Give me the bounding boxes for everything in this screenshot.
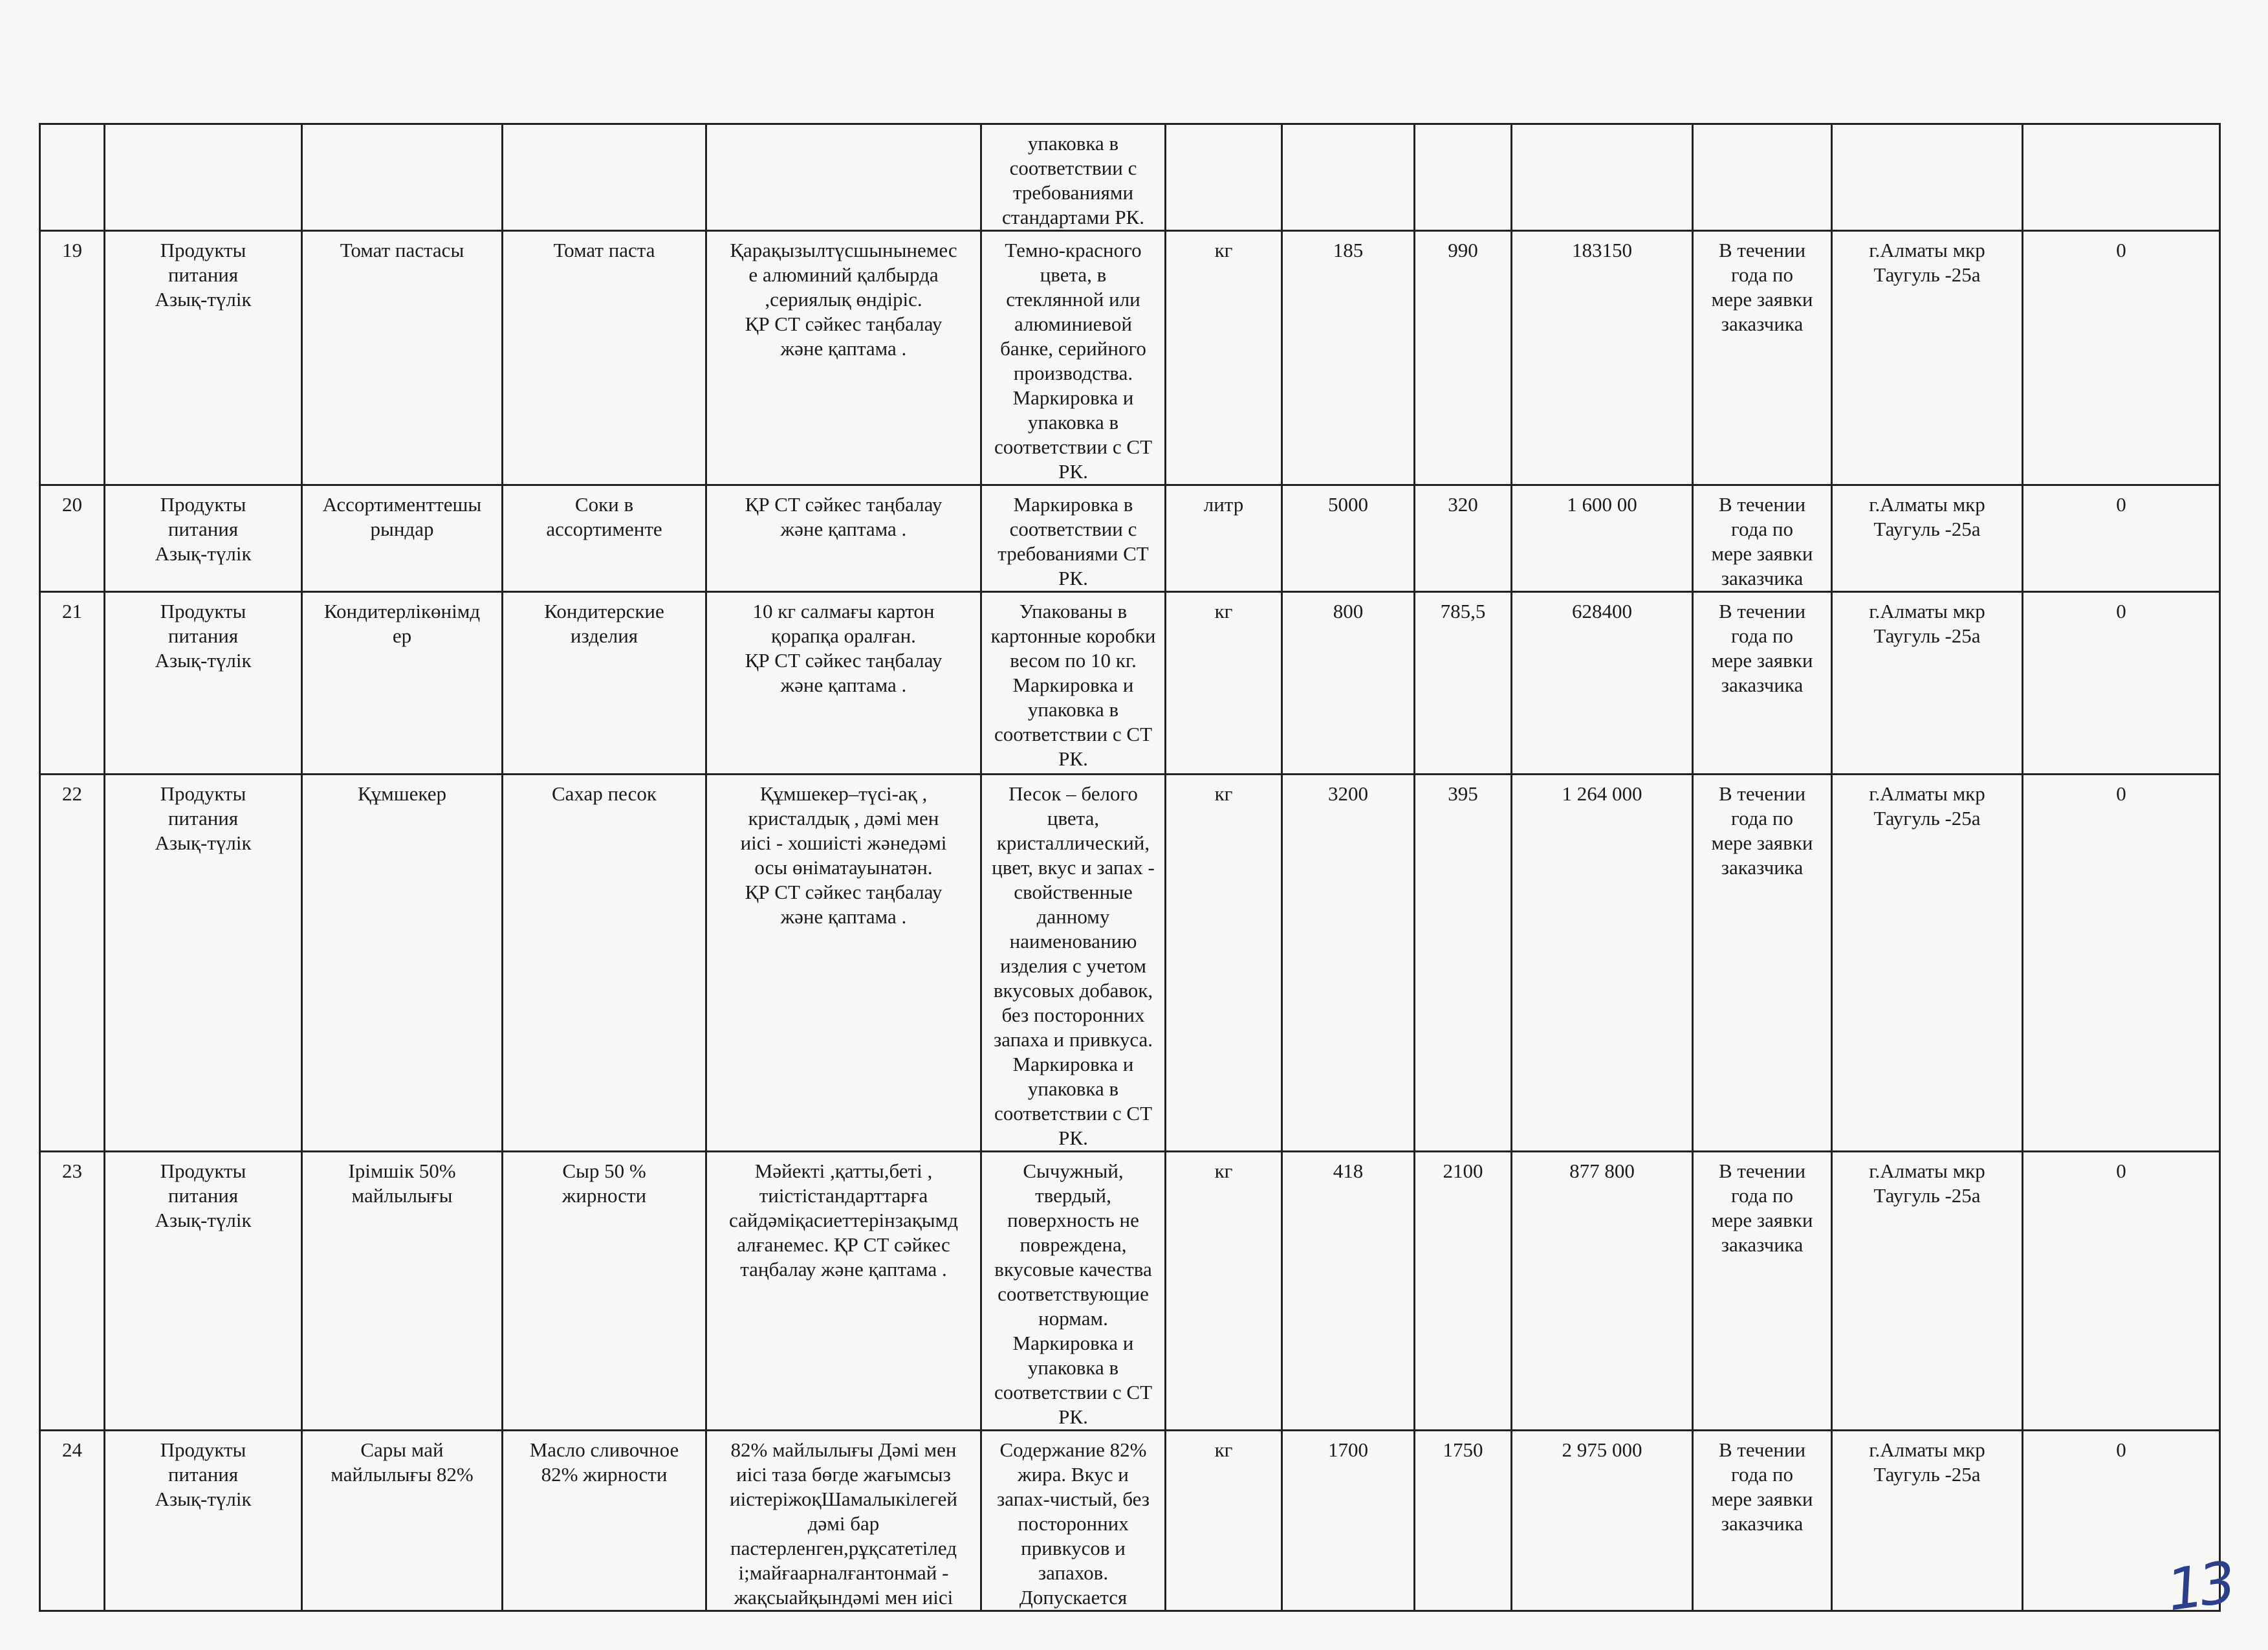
cell-name-ru-line: Сыр 50 % — [562, 1160, 646, 1182]
cell-name-kz-line: Томат пастасы — [340, 239, 464, 261]
cell-desc-ru-line: твердый, — [1035, 1184, 1111, 1207]
cell-advance: 0 — [2023, 1431, 2220, 1611]
cell-term-line: заказчика — [1721, 313, 1804, 335]
cell-desc-kz — [706, 775, 981, 1152]
cell-desc-kz — [706, 1431, 981, 1611]
cell-category — [105, 485, 302, 592]
cell-category-line: Азық-түлік — [155, 542, 252, 565]
cell-category-line: питания — [168, 1184, 239, 1207]
cell-name-ru-line: 82% жирности — [541, 1463, 668, 1486]
cell-desc-ru-line: упаковка в — [1027, 1356, 1119, 1379]
cell-desc-ru-line: запахов. — [1038, 1561, 1109, 1584]
cell-name-ru — [503, 1431, 706, 1611]
cell-desc-kz-line: ҚР СТ сәйкес таңбалау — [745, 881, 943, 903]
cell-unit: кг — [1166, 231, 1282, 485]
cell-advance — [2023, 124, 2220, 231]
cell-category-line: Азық-түлік — [155, 1209, 252, 1231]
cell-category — [105, 1431, 302, 1611]
cell-qty: 1700 — [1282, 1431, 1415, 1611]
cell-desc-ru-line: РК. — [1058, 747, 1088, 770]
cell-desc-kz-line: иісі - хошиісті жәнедәмі — [740, 831, 947, 854]
cell-category-line: Азық-түлік — [155, 288, 252, 311]
cell-qty: 800 — [1282, 592, 1415, 775]
cell-desc-ru — [981, 1431, 1166, 1611]
cell-name-ru-line: ассортименте — [546, 518, 662, 540]
cell-place — [1832, 775, 2023, 1152]
cell-desc-ru-line: соответствии с СТ — [994, 435, 1153, 458]
cell-term-line: В течении — [1718, 1438, 1806, 1461]
table-row — [40, 1431, 2220, 1611]
cell-place-line: г.Алматы мкр — [1869, 600, 1985, 622]
cell-desc-kz-line: ҚР СТ сәйкес таңбалау — [745, 313, 943, 335]
cell-desc-ru-line: стандартами РК. — [1002, 206, 1144, 228]
cell-term — [1693, 231, 1832, 485]
cell-term-line: заказчика — [1721, 1512, 1804, 1535]
cell-desc-ru-line: повреждена, — [1020, 1233, 1127, 1256]
cell-desc-ru-line: соответствии с СТ — [994, 723, 1153, 745]
cell-name-ru-line: Масло сливочное — [529, 1438, 679, 1461]
cell-advance: 0 — [2023, 1152, 2220, 1431]
cell-name-ru-line: Томат паста — [553, 239, 655, 261]
cell-desc-ru-line: цвета, — [1047, 807, 1100, 830]
cell-category-line: Продукты — [160, 493, 246, 516]
procurement-table — [39, 123, 2221, 1612]
cell-name-ru-line: Сахар песок — [552, 782, 657, 805]
cell-desc-ru-line: свойственные — [1014, 881, 1133, 903]
cell-category-line: Азық-түлік — [155, 831, 252, 854]
cell-desc-ru-line: соответствии с — [1009, 157, 1137, 179]
cell-desc-ru — [981, 124, 1166, 231]
table-row — [40, 231, 2220, 485]
cell-desc-ru-line: наименованию — [1009, 930, 1137, 952]
cell-unit: литр — [1166, 485, 1282, 592]
cell-desc-kz — [706, 231, 981, 485]
cell-desc-ru-line: запах-чистый, без — [997, 1488, 1150, 1510]
cell-name-ru — [503, 231, 706, 485]
cell-desc-ru-line: без посторонних — [1001, 1004, 1145, 1026]
cell-term-line: года по — [1731, 1463, 1793, 1486]
cell-category-line: Продукты — [160, 782, 246, 805]
cell-place-line: Таугуль -25а — [1873, 263, 1981, 286]
cell-desc-ru-line: упаковка в — [1027, 132, 1119, 155]
cell-place-line: г.Алматы мкр — [1869, 782, 1985, 805]
cell-desc-ru-line: упаковка в — [1027, 1077, 1119, 1100]
cell-term-line: заказчика — [1721, 1233, 1804, 1256]
cell-desc-kz — [706, 124, 981, 231]
cell-desc-kz-line: және қаптама . — [780, 905, 907, 928]
cell-price: 785,5 — [1415, 592, 1512, 775]
cell-name-kz-line: Сары май — [360, 1438, 444, 1461]
cell-advance: 0 — [2023, 592, 2220, 775]
cell-name-kz-line: майлылығы — [351, 1184, 453, 1207]
cell-desc-ru-line: соответствии с — [1009, 518, 1137, 540]
cell-qty: 5000 — [1282, 485, 1415, 592]
cell-term-line: мере заявки — [1711, 649, 1813, 672]
cell-name-ru — [503, 1152, 706, 1431]
cell-qty: 3200 — [1282, 775, 1415, 1152]
cell-category-line: питания — [168, 807, 239, 830]
cell-desc-ru-line: алюминиевой — [1014, 313, 1132, 335]
cell-desc-kz-line: осы өніматауынатән. — [754, 856, 933, 879]
cell-name-kz-line: Ірімшік 50% — [348, 1160, 456, 1182]
cell-desc-kz — [706, 485, 981, 592]
cell-place-line: Таугуль -25а — [1873, 518, 1981, 540]
cell-desc-ru-line: требованиями СТ — [998, 542, 1149, 565]
cell-name-kz-line: рындар — [370, 518, 434, 540]
cell-num: 23 — [40, 1152, 105, 1431]
cell-desc-ru-line: Сычужный, — [1023, 1160, 1124, 1182]
cell-desc-ru-line: упаковка в — [1027, 698, 1119, 721]
cell-price: 2100 — [1415, 1152, 1512, 1431]
cell-name-ru — [503, 485, 706, 592]
cell-desc-ru-line: соответствующие — [998, 1282, 1149, 1305]
cell-desc-ru-line: Содержание 82% — [999, 1438, 1147, 1461]
cell-price: 395 — [1415, 775, 1512, 1152]
cell-unit — [1166, 124, 1282, 231]
cell-name-ru — [503, 592, 706, 775]
cell-sum: 2 975 000 — [1512, 1431, 1693, 1611]
cell-term-line: мере заявки — [1711, 1488, 1813, 1510]
cell-category-line: питания — [168, 624, 239, 647]
cell-desc-ru-line: Маркировка и — [1012, 1332, 1134, 1354]
cell-desc-ru-line: РК. — [1058, 1127, 1088, 1149]
cell-place — [1832, 1431, 2023, 1611]
handwritten-page-number: 13 — [2163, 1548, 2236, 1624]
cell-term-line: года по — [1731, 1184, 1793, 1207]
cell-desc-ru — [981, 592, 1166, 775]
cell-unit: кг — [1166, 775, 1282, 1152]
cell-desc-kz-line: тиістістандарттарға — [759, 1184, 928, 1207]
cell-desc-ru-line: упаковка в — [1027, 411, 1119, 434]
cell-desc-kz — [706, 1152, 981, 1431]
cell-place-line: Таугуль -25а — [1873, 1184, 1981, 1207]
cell-category-line: Продукты — [160, 1438, 246, 1461]
cell-category-line: питания — [168, 1463, 239, 1486]
cell-term-line: заказчика — [1721, 674, 1804, 696]
cell-name-kz — [302, 485, 503, 592]
cell-term-line: заказчика — [1721, 567, 1804, 589]
cell-desc-kz-line: жақсыайқындәмі мен иісі — [734, 1586, 954, 1609]
cell-desc-kz-line: иісі таза бөгде жағымсыз — [736, 1463, 951, 1486]
cell-desc-kz-line: ҚР СТ сәйкес таңбалау — [745, 493, 943, 516]
cell-category-line: Азық-түлік — [155, 1488, 252, 1510]
cell-desc-ru-line: данному — [1036, 905, 1110, 928]
cell-desc-ru-line: РК. — [1058, 567, 1088, 589]
cell-desc-kz-line: е алюминий қалбырда — [748, 263, 939, 286]
cell-advance: 0 — [2023, 231, 2220, 485]
cell-name-kz-line: Кондитерлікөнімд — [323, 600, 481, 622]
cell-desc-ru-line: Темно-красного — [1005, 239, 1142, 261]
cell-desc-kz-line: және қаптама . — [780, 337, 907, 360]
cell-category — [105, 1152, 302, 1431]
cell-term — [1693, 592, 1832, 775]
cell-advance: 0 — [2023, 775, 2220, 1152]
cell-term-line: года по — [1731, 518, 1793, 540]
cell-desc-ru-line: Допускается — [1019, 1586, 1128, 1609]
cell-price: 990 — [1415, 231, 1512, 485]
cell-term-line: мере заявки — [1711, 288, 1813, 311]
cell-desc-ru-line: соответствии с СТ — [994, 1381, 1153, 1403]
cell-category — [105, 124, 302, 231]
cell-desc-kz-line: пастерленген,рұқсатетілед — [730, 1537, 957, 1559]
cell-term-line: В течении — [1718, 493, 1806, 516]
cell-sum: 877 800 — [1512, 1152, 1693, 1431]
cell-desc-ru-line: соответствии с СТ — [994, 1102, 1153, 1125]
cell-desc-kz-line: дәмі бар — [807, 1512, 880, 1535]
cell-desc-ru-line: Маркировка и — [1012, 386, 1134, 409]
cell-desc-ru — [981, 1152, 1166, 1431]
cell-desc-ru — [981, 231, 1166, 485]
cell-num — [40, 124, 105, 231]
cell-place — [1832, 231, 2023, 485]
cell-place — [1832, 485, 2023, 592]
cell-term-line: мере заявки — [1711, 1209, 1813, 1231]
cell-name-ru-line: изделия — [570, 624, 638, 647]
table-row-continuation — [40, 124, 2220, 231]
cell-category — [105, 231, 302, 485]
cell-desc-ru-line: производства. — [1013, 362, 1133, 384]
cell-desc-ru-line: цвета, в — [1040, 263, 1107, 286]
cell-term-line: мере заявки — [1711, 542, 1813, 565]
cell-unit: кг — [1166, 1431, 1282, 1611]
cell-category — [105, 775, 302, 1152]
cell-term-line: года по — [1731, 807, 1793, 830]
cell-name-kz — [302, 124, 503, 231]
cell-category-line: Продукты — [160, 1160, 246, 1182]
cell-desc-ru-line: изделия с учетом — [1000, 954, 1146, 977]
cell-place-line: г.Алматы мкр — [1869, 1160, 1985, 1182]
cell-desc-ru-line: поверхность не — [1007, 1209, 1139, 1231]
cell-desc-kz-line: таңбалау және қаптама . — [740, 1258, 947, 1281]
cell-desc-kz-line: Мәйекті ,қатты,беті , — [754, 1160, 933, 1182]
cell-place-line: г.Алматы мкр — [1869, 239, 1985, 261]
cell-name-ru-line: Кондитерские — [544, 600, 664, 622]
cell-desc-ru-line: цвет, вкус и запах - — [992, 856, 1155, 879]
cell-place-line: Таугуль -25а — [1873, 1463, 1981, 1486]
cell-price — [1415, 124, 1512, 231]
cell-desc-ru-line: кристаллический, — [996, 831, 1150, 854]
cell-name-kz — [302, 775, 503, 1152]
cell-num: 20 — [40, 485, 105, 592]
cell-desc-kz-line: 82% майлылығы Дәмі мен — [730, 1438, 957, 1461]
cell-desc-ru-line: нормам. — [1038, 1307, 1108, 1330]
cell-desc-ru-line: привкусов и — [1021, 1537, 1126, 1559]
cell-desc-ru-line: стеклянной или — [1006, 288, 1140, 311]
cell-desc-kz-line: қорапқа оралған. — [771, 624, 916, 647]
cell-name-ru-line: Соки в — [574, 493, 634, 516]
table-row — [40, 592, 2220, 775]
cell-term-line: года по — [1731, 624, 1793, 647]
cell-place-line: г.Алматы мкр — [1869, 493, 1985, 516]
cell-place — [1832, 124, 2023, 231]
table-row — [40, 775, 2220, 1152]
cell-unit: кг — [1166, 1152, 1282, 1431]
cell-sum — [1512, 124, 1693, 231]
cell-term-line: В течении — [1718, 239, 1806, 261]
cell-sum: 1 264 000 — [1512, 775, 1693, 1152]
cell-desc-ru-line: вкусовых добавок, — [993, 979, 1153, 1002]
cell-unit: кг — [1166, 592, 1282, 775]
cell-category-line: питания — [168, 263, 239, 286]
cell-desc-ru — [981, 775, 1166, 1152]
cell-category-line: питания — [168, 518, 239, 540]
cell-desc-kz-line: ҚР СТ сәйкес таңбалау — [745, 649, 943, 672]
cell-place-line: Таугуль -25а — [1873, 624, 1981, 647]
cell-desc-kz-line: және қаптама . — [780, 518, 907, 540]
cell-desc-ru-line: посторонних — [1018, 1512, 1129, 1535]
cell-name-ru — [503, 775, 706, 1152]
cell-term — [1693, 485, 1832, 592]
cell-name-kz-line: Құмшекер — [358, 782, 446, 805]
cell-desc-kz-line: және қаптама . — [780, 674, 907, 696]
cell-desc-kz-line: Құмшекер–түсі-ақ , — [759, 782, 928, 805]
cell-desc-kz-line: і;майғаарналғантонмай - — [738, 1561, 949, 1584]
cell-qty — [1282, 124, 1415, 231]
cell-desc-ru-line: требованиями — [1012, 181, 1134, 204]
cell-name-ru-line: жирности — [562, 1184, 647, 1207]
cell-num: 22 — [40, 775, 105, 1152]
cell-desc-ru-line: РК. — [1058, 1405, 1088, 1428]
cell-desc-kz-line: кристалдық , дәмі мен — [748, 807, 939, 830]
cell-term-line: В течении — [1718, 1160, 1806, 1182]
cell-name-kz-line: ер — [392, 624, 412, 647]
cell-desc-ru-line: Песок – белого — [1009, 782, 1138, 805]
cell-price: 1750 — [1415, 1431, 1512, 1611]
cell-desc-ru-line: жира. Вкус и — [1018, 1463, 1129, 1486]
cell-desc-kz-line: иістеріжоқШамалыкілегей — [730, 1488, 957, 1510]
cell-term-line: заказчика — [1721, 856, 1804, 879]
cell-num: 24 — [40, 1431, 105, 1611]
cell-term-line: В течении — [1718, 782, 1806, 805]
cell-sum: 628400 — [1512, 592, 1693, 775]
cell-desc-kz — [706, 592, 981, 775]
cell-term — [1693, 124, 1832, 231]
cell-category-line: Азық-түлік — [155, 649, 252, 672]
cell-term — [1693, 1152, 1832, 1431]
cell-num: 21 — [40, 592, 105, 775]
cell-name-kz-line: Ассортименттешы — [322, 493, 482, 516]
cell-desc-kz-line: алғанемес. ҚР СТ сәйкес — [737, 1233, 950, 1256]
cell-qty: 418 — [1282, 1152, 1415, 1431]
cell-term — [1693, 1431, 1832, 1611]
cell-desc-ru-line: Упакованы в — [1019, 600, 1128, 622]
cell-desc-ru-line: банке, серийного — [1000, 337, 1146, 360]
cell-name-kz-line: майлылығы 82% — [331, 1463, 474, 1486]
cell-name-kz — [302, 592, 503, 775]
cell-place — [1832, 592, 2023, 775]
cell-name-kz — [302, 1431, 503, 1611]
cell-term-line: года по — [1731, 263, 1793, 286]
cell-category-line: Продукты — [160, 239, 246, 261]
cell-desc-ru-line: Маркировка и — [1012, 674, 1134, 696]
table-row — [40, 1152, 2220, 1431]
cell-desc-ru-line: запаха и привкуса. — [994, 1028, 1153, 1051]
cell-sum: 183150 — [1512, 231, 1693, 485]
cell-name-ru — [503, 124, 706, 231]
cell-place-line: Таугуль -25а — [1873, 807, 1981, 830]
cell-desc-ru — [981, 485, 1166, 592]
cell-desc-kz-line: 10 кг салмағы картон — [752, 600, 935, 622]
cell-qty: 185 — [1282, 231, 1415, 485]
cell-desc-ru-line: РК. — [1058, 460, 1088, 483]
cell-name-kz — [302, 1152, 503, 1431]
cell-desc-ru-line: картонные коробки — [990, 624, 1156, 647]
cell-place — [1832, 1152, 2023, 1431]
cell-category — [105, 592, 302, 775]
cell-name-kz — [302, 231, 503, 485]
cell-desc-ru-line: Маркировка в — [1013, 493, 1133, 516]
cell-term-line: В течении — [1718, 600, 1806, 622]
cell-num: 19 — [40, 231, 105, 485]
cell-desc-kz-line: ,сериялық өндіріс. — [765, 288, 922, 311]
cell-desc-ru-line: Маркировка и — [1012, 1053, 1134, 1075]
cell-sum: 1 600 00 — [1512, 485, 1693, 592]
cell-desc-ru-line: вкусовые качества — [994, 1258, 1152, 1281]
cell-price: 320 — [1415, 485, 1512, 592]
cell-desc-kz-line: сайдәміқасиеттерінзақымд — [728, 1209, 959, 1231]
cell-term — [1693, 775, 1832, 1152]
cell-advance: 0 — [2023, 485, 2220, 592]
cell-category-line: Продукты — [160, 600, 246, 622]
cell-term-line: мере заявки — [1711, 831, 1813, 854]
cell-desc-kz-line: Қарақызылтүсшынынемес — [730, 239, 957, 261]
table-row — [40, 485, 2220, 592]
cell-desc-ru-line: весом по 10 кг. — [1010, 649, 1137, 672]
cell-place-line: г.Алматы мкр — [1869, 1438, 1985, 1461]
